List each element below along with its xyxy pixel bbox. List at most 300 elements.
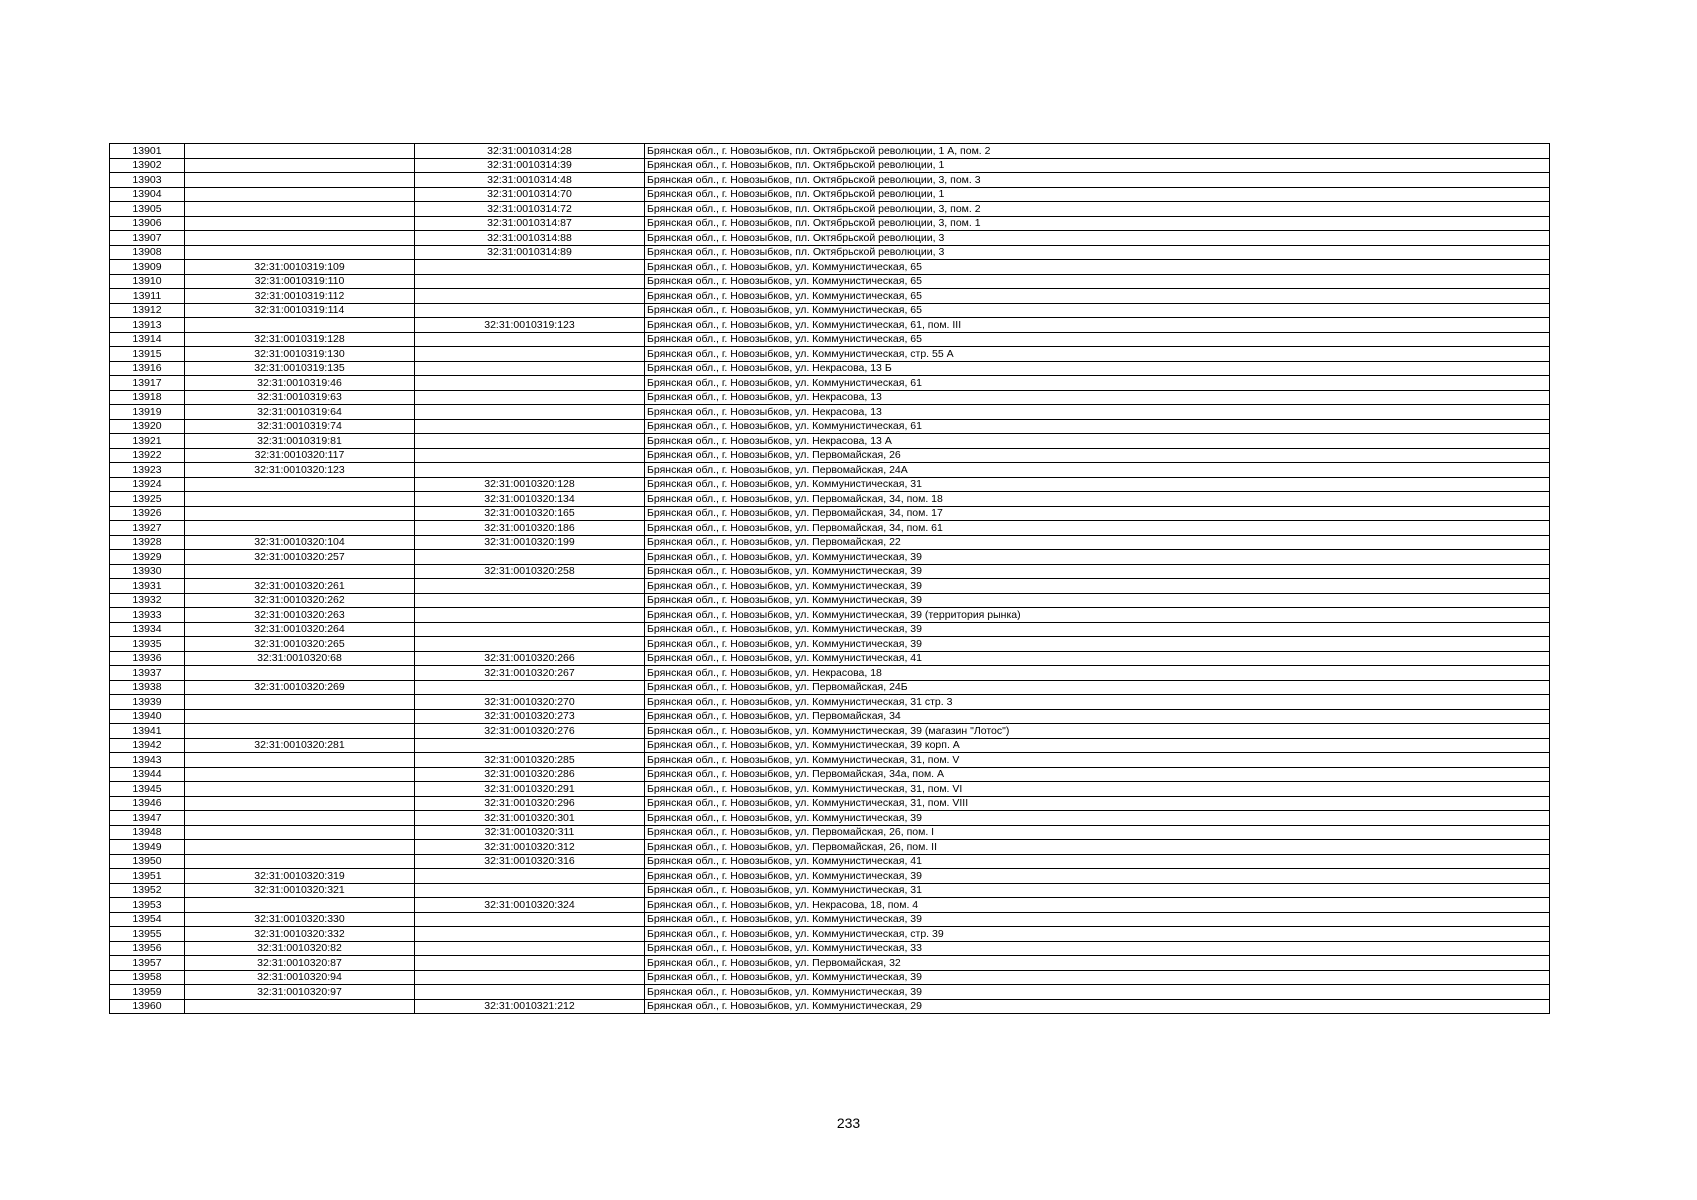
object-cadastral-number-cell [415,883,645,898]
land-cadastral-number-cell [185,811,415,826]
land-cadastral-number-cell [185,492,415,507]
address-cell: Брянская обл., г. Новозыбков, ул. Коммунистическая, 29 [645,999,1550,1014]
object-cadastral-number-cell: 32:31:0010320:311 [415,825,645,840]
row-number-cell: 13938 [110,680,185,695]
object-cadastral-number-cell: 32:31:0010314:89 [415,245,645,260]
table-row [110,245,1550,260]
address-cell: Брянская обл., г. Новозыбков, ул. Коммунистическая, 39 (магазин "Лотос") [645,724,1550,739]
object-cadastral-number-cell [415,434,645,449]
row-number-cell: 13902 [110,158,185,173]
row-number-cell: 13929 [110,550,185,565]
land-cadastral-number-cell [185,477,415,492]
address-cell: Брянская обл., г. Новозыбков, ул. Коммунистическая, 31, пом. VIII [645,796,1550,811]
row-number-cell: 13904 [110,187,185,202]
table-row [110,811,1550,826]
object-cadastral-number-cell [415,593,645,608]
address-cell: Брянская обл., г. Новозыбков, ул. Коммунистическая, 39 [645,869,1550,884]
land-cadastral-number-cell: 32:31:0010319:130 [185,347,415,362]
object-cadastral-number-cell: 32:31:0010314:72 [415,202,645,217]
object-cadastral-number-cell: 32:31:0010320:273 [415,709,645,724]
object-cadastral-number-cell: 32:31:0010320:134 [415,492,645,507]
row-number-cell: 13945 [110,782,185,797]
land-cadastral-number-cell: 32:31:0010319:114 [185,303,415,318]
address-cell: Брянская обл., г. Новозыбков, пл. Октябрьской революции, 3, пом. 2 [645,202,1550,217]
object-cadastral-number-cell: 32:31:0010320:199 [415,535,645,550]
land-cadastral-number-cell: 32:31:0010320:261 [185,579,415,594]
table-row [110,782,1550,797]
table-row [110,898,1550,913]
table-row [110,753,1550,768]
object-cadastral-number-cell [415,463,645,478]
row-number-cell: 13927 [110,521,185,536]
table-row [110,550,1550,565]
object-cadastral-number-cell [415,869,645,884]
row-number-cell: 13913 [110,318,185,333]
row-number-cell: 13951 [110,869,185,884]
table-row [110,840,1550,855]
object-cadastral-number-cell: 32:31:0010320:301 [415,811,645,826]
land-cadastral-number-cell: 32:31:0010319:128 [185,332,415,347]
address-cell: Брянская обл., г. Новозыбков, пл. Октябрьской революции, 3 [645,245,1550,260]
row-number-cell: 13948 [110,825,185,840]
address-cell: Брянская обл., г. Новозыбков, ул. Первомайская, 34а, пом. А [645,767,1550,782]
land-cadastral-number-cell [185,782,415,797]
address-cell: Брянская обл., г. Новозыбков, ул. Первомайская, 34, пом. 17 [645,506,1550,521]
table-row [110,361,1550,376]
land-cadastral-number-cell: 32:31:0010319:135 [185,361,415,376]
land-cadastral-number-cell [185,158,415,173]
land-cadastral-number-cell [185,173,415,188]
row-number-cell: 13957 [110,956,185,971]
row-number-cell: 13934 [110,622,185,637]
object-cadastral-number-cell [415,419,645,434]
address-cell: Брянская обл., г. Новозыбков, ул. Коммунистическая, 61 [645,376,1550,391]
object-cadastral-number-cell: 32:31:0010320:285 [415,753,645,768]
object-cadastral-number-cell [415,376,645,391]
row-number-cell: 13932 [110,593,185,608]
row-number-cell: 13920 [110,419,185,434]
page-number: 233 [836,1115,861,1131]
table-row [110,216,1550,231]
object-cadastral-number-cell [415,405,645,420]
land-cadastral-number-cell [185,767,415,782]
land-cadastral-number-cell: 32:31:0010319:46 [185,376,415,391]
object-cadastral-number-cell [415,927,645,942]
row-number-cell: 13954 [110,912,185,927]
table-row [110,231,1550,246]
land-cadastral-number-cell: 32:31:0010320:262 [185,593,415,608]
address-cell: Брянская обл., г. Новозыбков, ул. Коммунистическая, 65 [645,274,1550,289]
table-row [110,869,1550,884]
row-number-cell: 13949 [110,840,185,855]
object-cadastral-number-cell: 32:31:0010320:128 [415,477,645,492]
land-cadastral-number-cell [185,796,415,811]
land-cadastral-number-cell [185,825,415,840]
land-cadastral-number-cell [185,187,415,202]
address-cell: Брянская обл., г. Новозыбков, ул. Коммунистическая, 65 [645,289,1550,304]
address-cell: Брянская обл., г. Новозыбков, ул. Коммунистическая, 39 [645,912,1550,927]
row-number-cell: 13931 [110,579,185,594]
land-cadastral-number-cell [185,521,415,536]
address-cell: Брянская обл., г. Новозыбков, пл. Октябрьской революции, 1 [645,187,1550,202]
address-cell: Брянская обл., г. Новозыбков, ул. Первомайская, 26, пом. I [645,825,1550,840]
address-cell: Брянская обл., г. Новозыбков, ул. Коммунистическая, 39 [645,622,1550,637]
row-number-cell: 13941 [110,724,185,739]
land-cadastral-number-cell [185,666,415,681]
row-number-cell: 13917 [110,376,185,391]
address-cell: Брянская обл., г. Новозыбков, ул. Коммунистическая, 65 [645,332,1550,347]
land-cadastral-number-cell: 32:31:0010319:81 [185,434,415,449]
object-cadastral-number-cell [415,579,645,594]
row-number-cell: 13937 [110,666,185,681]
row-number-cell: 13905 [110,202,185,217]
land-cadastral-number-cell: 32:31:0010319:110 [185,274,415,289]
table-row [110,854,1550,869]
table-row [110,318,1550,333]
table-row [110,927,1550,942]
table-row [110,767,1550,782]
address-cell: Брянская обл., г. Новозыбков, ул. Коммунистическая, 65 [645,303,1550,318]
address-cell: Брянская обл., г. Новозыбков, ул. Коммунистическая, стр. 55 А [645,347,1550,362]
row-number-cell: 13925 [110,492,185,507]
row-number-cell: 13907 [110,231,185,246]
address-cell: Брянская обл., г. Новозыбков, ул. Коммунистическая, 31, пом. VI [645,782,1550,797]
address-cell: Брянская обл., г. Новозыбков, ул. Первомайская, 26 [645,448,1550,463]
land-cadastral-number-cell: 32:31:0010319:74 [185,419,415,434]
table-row [110,956,1550,971]
row-number-cell: 13906 [110,216,185,231]
table-row [110,985,1550,1000]
address-cell: Брянская обл., г. Новозыбков, ул. Некрасова, 18, пом. 4 [645,898,1550,913]
land-cadastral-number-cell: 32:31:0010320:117 [185,448,415,463]
address-cell: Брянская обл., г. Новозыбков, ул. Первомайская, 34, пом. 18 [645,492,1550,507]
land-cadastral-number-cell [185,999,415,1014]
row-number-cell: 13910 [110,274,185,289]
address-cell: Брянская обл., г. Новозыбков, ул. Первомайская, 34 [645,709,1550,724]
address-cell: Брянская обл., г. Новозыбков, ул. Коммунистическая, 39 [645,970,1550,985]
land-cadastral-number-cell: 32:31:0010320:263 [185,608,415,623]
object-cadastral-number-cell: 32:31:0010320:291 [415,782,645,797]
land-cadastral-number-cell: 32:31:0010320:87 [185,956,415,971]
object-cadastral-number-cell [415,289,645,304]
land-cadastral-number-cell: 32:31:0010320:321 [185,883,415,898]
object-cadastral-number-cell [415,448,645,463]
row-number-cell: 13955 [110,927,185,942]
row-number-cell: 13953 [110,898,185,913]
table-row [110,535,1550,550]
row-number-cell: 13911 [110,289,185,304]
address-cell: Брянская обл., г. Новозыбков, ул. Первомайская, 34, пом. 61 [645,521,1550,536]
object-cadastral-number-cell: 32:31:0010320:316 [415,854,645,869]
table-row [110,608,1550,623]
address-cell: Брянская обл., г. Новозыбков, ул. Некрасова, 13 Б [645,361,1550,376]
row-number-cell: 13952 [110,883,185,898]
object-cadastral-number-cell [415,970,645,985]
address-cell: Брянская обл., г. Новозыбков, ул. Коммунистическая, 31 стр. 3 [645,695,1550,710]
table-row [110,593,1550,608]
object-cadastral-number-cell: 32:31:0010320:312 [415,840,645,855]
row-number-cell: 13930 [110,564,185,579]
row-number-cell: 13928 [110,535,185,550]
row-number-cell: 13926 [110,506,185,521]
land-cadastral-number-cell [185,724,415,739]
row-number-cell: 13946 [110,796,185,811]
table-row [110,448,1550,463]
table-row [110,564,1550,579]
object-cadastral-number-cell [415,303,645,318]
address-cell: Брянская обл., г. Новозыбков, ул. Коммунистическая, 39 [645,550,1550,565]
address-cell: Брянская обл., г. Новозыбков, ул. Коммунистическая, 39 [645,564,1550,579]
address-cell: Брянская обл., г. Новозыбков, пл. Октябрьской революции, 3, пом. 3 [645,173,1550,188]
row-number-cell: 13914 [110,332,185,347]
table-row [110,622,1550,637]
table-row [110,709,1550,724]
row-number-cell: 13958 [110,970,185,985]
row-number-cell: 13933 [110,608,185,623]
address-cell: Брянская обл., г. Новозыбков, пл. Октябрьской революции, 3 [645,231,1550,246]
address-cell: Брянская обл., г. Новозыбков, ул. Некрасова, 13 [645,390,1550,405]
table-row [110,506,1550,521]
land-cadastral-number-cell [185,216,415,231]
address-cell: Брянская обл., г. Новозыбков, ул. Коммунистическая, 39 корп. А [645,738,1550,753]
table-row [110,825,1550,840]
land-cadastral-number-cell [185,144,415,159]
row-number-cell: 13901 [110,144,185,159]
address-cell: Брянская обл., г. Новозыбков, ул. Некрасова, 18 [645,666,1550,681]
land-cadastral-number-cell [185,840,415,855]
land-cadastral-number-cell: 32:31:0010320:104 [185,535,415,550]
object-cadastral-number-cell: 32:31:0010320:296 [415,796,645,811]
land-cadastral-number-cell: 32:31:0010320:123 [185,463,415,478]
object-cadastral-number-cell [415,956,645,971]
table-row [110,579,1550,594]
row-number-cell: 13916 [110,361,185,376]
land-cadastral-number-cell [185,753,415,768]
row-number-cell: 13922 [110,448,185,463]
object-cadastral-number-cell: 32:31:0010319:123 [415,318,645,333]
address-cell: Брянская обл., г. Новозыбков, ул. Коммунистическая, 33 [645,941,1550,956]
land-cadastral-number-cell: 32:31:0010320:319 [185,869,415,884]
row-number-cell: 13915 [110,347,185,362]
land-cadastral-number-cell [185,709,415,724]
row-number-cell: 13947 [110,811,185,826]
land-cadastral-number-cell [185,245,415,260]
object-cadastral-number-cell [415,608,645,623]
land-cadastral-number-cell [185,202,415,217]
table-row [110,158,1550,173]
land-cadastral-number-cell [185,854,415,869]
object-cadastral-number-cell: 32:31:0010314:87 [415,216,645,231]
land-cadastral-number-cell: 32:31:0010319:112 [185,289,415,304]
object-cadastral-number-cell: 32:31:0010314:70 [415,187,645,202]
land-cadastral-number-cell [185,564,415,579]
land-cadastral-number-cell [185,231,415,246]
row-number-cell: 13956 [110,941,185,956]
object-cadastral-number-cell [415,550,645,565]
object-cadastral-number-cell: 32:31:0010314:48 [415,173,645,188]
registry-table-body [110,144,1550,1014]
address-cell: Брянская обл., г. Новозыбков, ул. Коммунистическая, 39 (территория рынка) [645,608,1550,623]
land-cadastral-number-cell: 32:31:0010319:64 [185,405,415,420]
row-number-cell: 13923 [110,463,185,478]
object-cadastral-number-cell [415,738,645,753]
table-row [110,303,1550,318]
object-cadastral-number-cell [415,347,645,362]
table-row [110,187,1550,202]
object-cadastral-number-cell: 32:31:0010320:165 [415,506,645,521]
table-row [110,332,1550,347]
land-cadastral-number-cell [185,898,415,913]
object-cadastral-number-cell [415,332,645,347]
row-number-cell: 13935 [110,637,185,652]
row-number-cell: 13918 [110,390,185,405]
table-row [110,666,1550,681]
row-number-cell: 13924 [110,477,185,492]
address-cell: Брянская обл., г. Новозыбков, ул. Первомайская, 24Б [645,680,1550,695]
land-cadastral-number-cell: 32:31:0010320:330 [185,912,415,927]
row-number-cell: 13940 [110,709,185,724]
row-number-cell: 13959 [110,985,185,1000]
land-cadastral-number-cell: 32:31:0010319:109 [185,260,415,275]
land-cadastral-number-cell: 32:31:0010320:332 [185,927,415,942]
object-cadastral-number-cell: 32:31:0010320:276 [415,724,645,739]
address-cell: Брянская обл., г. Новозыбков, ул. Коммунистическая, 39 [645,811,1550,826]
address-cell: Брянская обл., г. Новозыбков, ул. Коммунистическая, 65 [645,260,1550,275]
row-number-cell: 13960 [110,999,185,1014]
row-number-cell: 13912 [110,303,185,318]
land-cadastral-number-cell [185,506,415,521]
row-number-cell: 13950 [110,854,185,869]
address-cell: Брянская обл., г. Новозыбков, ул. Первомайская, 26, пом. II [645,840,1550,855]
table-row [110,347,1550,362]
address-cell: Брянская обл., г. Новозыбков, ул. Коммунистическая, 41 [645,854,1550,869]
object-cadastral-number-cell: 32:31:0010320:186 [415,521,645,536]
table-row [110,260,1550,275]
table-row [110,390,1550,405]
object-cadastral-number-cell: 32:31:0010321:212 [415,999,645,1014]
address-cell: Брянская обл., г. Новозыбков, ул. Коммунистическая, 31, пом. V [645,753,1550,768]
object-cadastral-number-cell: 32:31:0010314:28 [415,144,645,159]
address-cell: Брянская обл., г. Новозыбков, ул. Коммунистическая, 39 [645,593,1550,608]
object-cadastral-number-cell [415,390,645,405]
table-row [110,724,1550,739]
address-cell: Брянская обл., г. Новозыбков, ул. Коммунистическая, 61, пом. III [645,318,1550,333]
land-cadastral-number-cell: 32:31:0010320:269 [185,680,415,695]
address-cell: Брянская обл., г. Новозыбков, ул. Коммунистическая, 61 [645,419,1550,434]
object-cadastral-number-cell [415,985,645,1000]
row-number-cell: 13909 [110,260,185,275]
address-cell: Брянская обл., г. Новозыбков, ул. Первомайская, 22 [645,535,1550,550]
row-number-cell: 13944 [110,767,185,782]
table-row [110,274,1550,289]
address-cell: Брянская обл., г. Новозыбков, пл. Октябрьской революции, 1 [645,158,1550,173]
object-cadastral-number-cell [415,622,645,637]
table-row [110,434,1550,449]
land-cadastral-number-cell: 32:31:0010320:82 [185,941,415,956]
object-cadastral-number-cell: 32:31:0010314:88 [415,231,645,246]
land-cadastral-number-cell [185,695,415,710]
registry-table [109,143,1550,1014]
object-cadastral-number-cell [415,941,645,956]
object-cadastral-number-cell: 32:31:0010320:286 [415,767,645,782]
table-row [110,999,1550,1014]
object-cadastral-number-cell: 32:31:0010320:258 [415,564,645,579]
table-row [110,970,1550,985]
address-cell: Брянская обл., г. Новозыбков, ул. Первомайская, 32 [645,956,1550,971]
land-cadastral-number-cell: 32:31:0010320:265 [185,637,415,652]
table-row [110,883,1550,898]
row-number-cell: 13919 [110,405,185,420]
address-cell: Брянская обл., г. Новозыбков, ул. Коммунистическая, 39 [645,579,1550,594]
object-cadastral-number-cell: 32:31:0010320:267 [415,666,645,681]
row-number-cell: 13939 [110,695,185,710]
row-number-cell: 13903 [110,173,185,188]
object-cadastral-number-cell [415,637,645,652]
object-cadastral-number-cell: 32:31:0010320:270 [415,695,645,710]
address-cell: Брянская обл., г. Новозыбков, ул. Коммунистическая, 39 [645,637,1550,652]
object-cadastral-number-cell: 32:31:0010320:324 [415,898,645,913]
table-row [110,680,1550,695]
address-cell: Брянская обл., г. Новозыбков, пл. Октябрьской революции, 3, пом. 1 [645,216,1550,231]
table-row [110,521,1550,536]
land-cadastral-number-cell: 32:31:0010320:97 [185,985,415,1000]
land-cadastral-number-cell: 32:31:0010319:63 [185,390,415,405]
land-cadastral-number-cell: 32:31:0010320:264 [185,622,415,637]
table-row [110,738,1550,753]
table-row [110,463,1550,478]
table-row [110,637,1550,652]
land-cadastral-number-cell: 32:31:0010320:68 [185,651,415,666]
table-row [110,202,1550,217]
table-row [110,796,1550,811]
table-row [110,492,1550,507]
land-cadastral-number-cell: 32:31:0010320:281 [185,738,415,753]
table-row [110,173,1550,188]
object-cadastral-number-cell: 32:31:0010314:39 [415,158,645,173]
address-cell: Брянская обл., г. Новозыбков, ул. Коммунистическая, 31 [645,883,1550,898]
table-row [110,912,1550,927]
table-row [110,651,1550,666]
address-cell: Брянская обл., г. Новозыбков, ул. Некрасова, 13 А [645,434,1550,449]
table-row [110,289,1550,304]
object-cadastral-number-cell: 32:31:0010320:266 [415,651,645,666]
address-cell: Брянская обл., г. Новозыбков, ул. Некрасова, 13 [645,405,1550,420]
row-number-cell: 13942 [110,738,185,753]
address-cell: Брянская обл., г. Новозыбков, ул. Первомайская, 24А [645,463,1550,478]
row-number-cell: 13936 [110,651,185,666]
row-number-cell: 13943 [110,753,185,768]
address-cell: Брянская обл., г. Новозыбков, ул. Коммунистическая, 39 [645,985,1550,1000]
table-row [110,144,1550,159]
address-cell: Брянская обл., г. Новозыбков, ул. Коммунистическая, 31 [645,477,1550,492]
table-row [110,405,1550,420]
object-cadastral-number-cell [415,912,645,927]
object-cadastral-number-cell [415,680,645,695]
address-cell: Брянская обл., г. Новозыбков, ул. Коммунистическая, стр. 39 [645,927,1550,942]
address-cell: Брянская обл., г. Новозыбков, пл. Октябрьской революции, 1 А, пом. 2 [645,144,1550,159]
table-row [110,477,1550,492]
address-cell: Брянская обл., г. Новозыбков, ул. Коммунистическая, 41 [645,651,1550,666]
table-row [110,376,1550,391]
land-cadastral-number-cell: 32:31:0010320:94 [185,970,415,985]
object-cadastral-number-cell [415,361,645,376]
table-row [110,419,1550,434]
object-cadastral-number-cell [415,260,645,275]
land-cadastral-number-cell [185,318,415,333]
row-number-cell: 13908 [110,245,185,260]
table-row [110,695,1550,710]
object-cadastral-number-cell [415,274,645,289]
